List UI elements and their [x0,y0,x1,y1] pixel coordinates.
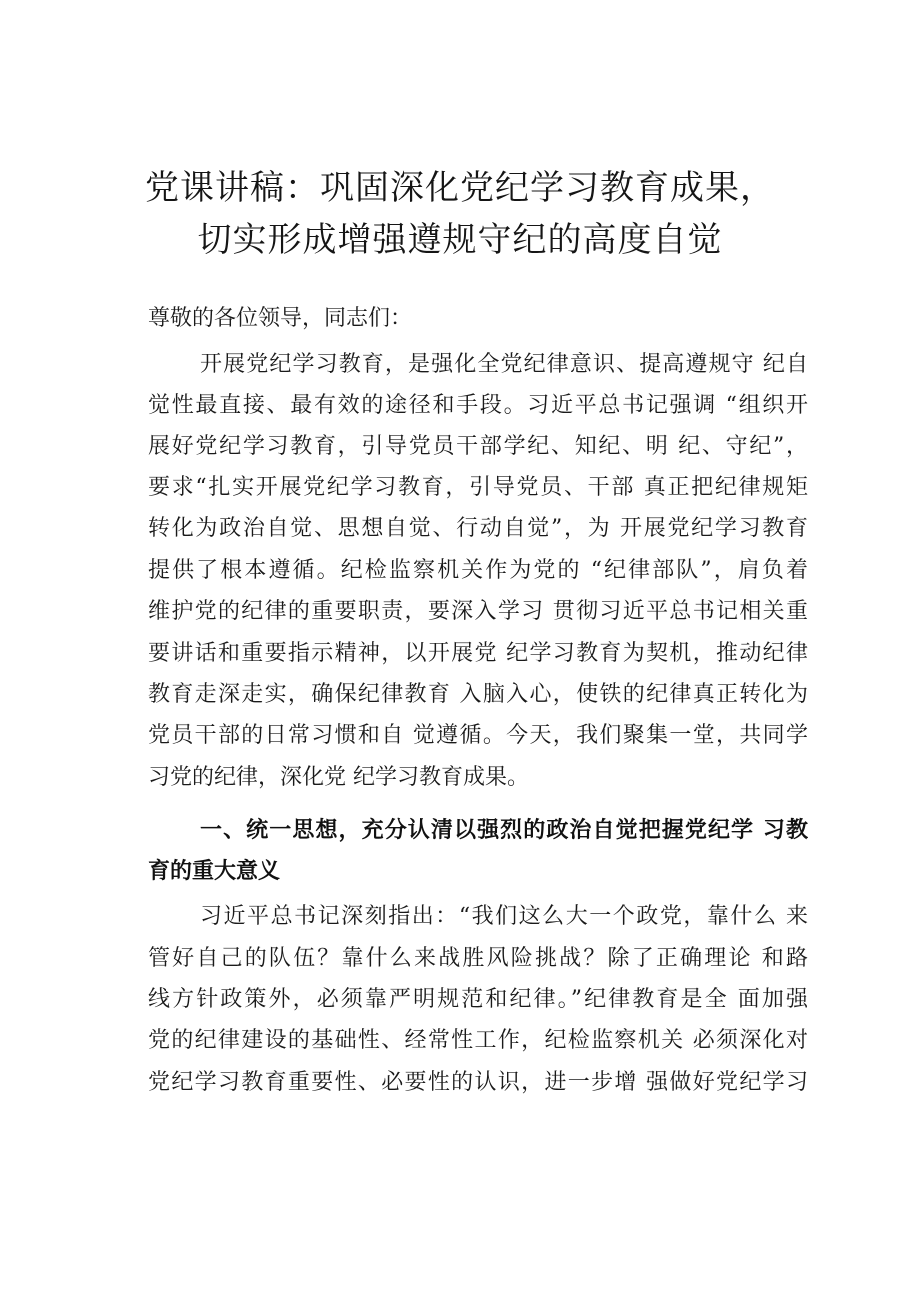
paragraph-1-line: 要求“扎实开展党纪学习教育，引导党员、干部 真正把纪律规矩 [148,475,808,500]
paragraph-2-line: 党的纪律建设的基础性、经常性工作，纪检监察机关 必须深化对 [148,1028,808,1053]
paragraph-1-line: 习党的纪律，深化党 纪学习教育成果。 [148,765,529,790]
document-title-line-1: 党课讲稿：巩固深化党纪学习教育成果， [145,168,775,208]
paragraph-1-line: 开展党纪学习教育，是强化全党纪律意识、提高遵规守 纪自 [200,352,808,377]
section-heading-1-line: 育的重大意义 [148,859,281,884]
paragraph-2-line: 党纪学习教育重要性、必要性的认识，进一步增 强做好党纪学习 [148,1070,808,1095]
section-heading-1-line: 一、统一思想，充分认清以强烈的政治自觉把握党纪学 习教 [200,818,808,843]
paragraph-1-line: 要讲话和重要指示精神，以开展党 纪学习教育为契机，推动纪律 [148,641,808,666]
paragraph-1-line: 教育走深走实，确保纪律教育 入脑入心，使铁的纪律真正转化为 [148,682,808,707]
paragraph-1-line: 提供了根本遵循。纪检监察机关作为党的 “纪律部队”，肩负着 [148,558,808,583]
greeting: 尊敬的各位领导，同志们： [148,306,413,331]
paragraph-1-line: 展好党纪学习教育，引导党员干部学纪、知纪、明 纪、守纪”， [148,434,808,459]
paragraph-1-line: 觉性最直接、最有效的途径和手段。习近平总书记强调 “组织开 [148,393,808,418]
document-title-line-2: 切实形成增强遵规守纪的高度自觉 [197,220,723,260]
paragraph-1-line: 转化为政治自觉、思想自觉、行动自觉”，为 开展党纪学习教育 [148,516,808,541]
paragraph-2-line: 管好自己的队伍？靠什么来战胜风险挑战？除了正确理论 和路 [148,946,808,971]
paragraph-1-line: 维护党的纪律的重要职责，要深入学习 贯彻习近平总书记相关重 [148,599,808,624]
paragraph-1-line: 党员干部的日常习惯和自 觉遵循。今天，我们聚集一堂，共同学 [148,723,808,748]
paragraph-2-line: 习近平总书记深刻指出：“我们这么大一个政党，靠什么 来 [200,904,808,929]
paragraph-2-line: 线方针政策外，必须靠严明规范和纪律。”纪律教育是全 面加强 [148,987,808,1012]
